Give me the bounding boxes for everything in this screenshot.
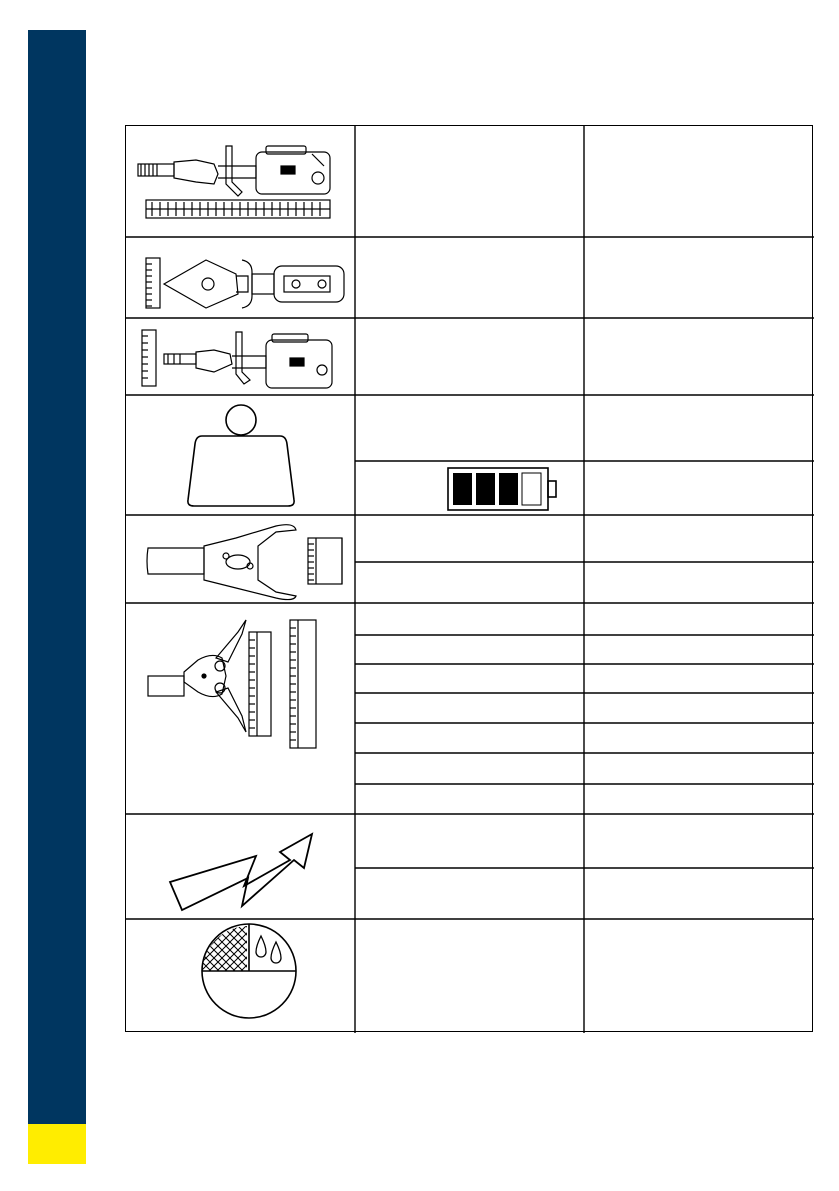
table-lines [126,126,814,1033]
sidebar-stripe [28,30,86,1124]
tool-width-icon [146,258,344,308]
spec-table [125,125,813,1032]
sidebar-tab [28,1124,86,1164]
spec-table-grid [126,126,814,1033]
force-arrow-icon [170,834,312,910]
cutting-opening-icon [148,620,316,748]
tool-height-icon [142,330,332,388]
ip-protection-icon [196,922,296,1018]
tool-length-icon [138,146,330,218]
weight-icon [188,405,294,506]
battery-icon [448,468,556,510]
jaw-opening-icon [147,525,342,600]
